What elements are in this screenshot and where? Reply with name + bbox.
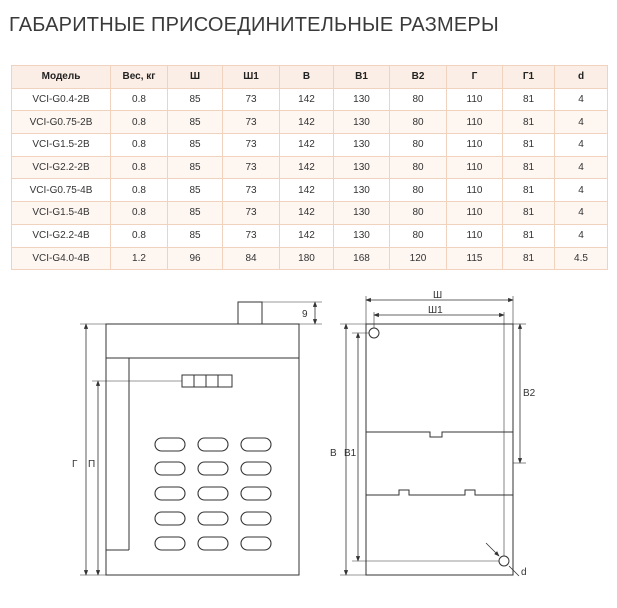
table-cell: 73 xyxy=(223,134,280,157)
table-cell: 130 xyxy=(334,179,390,202)
dim-label-d: d xyxy=(521,567,527,578)
table-cell: 110 xyxy=(447,202,503,225)
table-cell: 73 xyxy=(223,224,280,247)
table-cell: 73 xyxy=(223,156,280,179)
table-cell: 80 xyxy=(390,179,447,202)
table-cell: 0.8 xyxy=(111,88,168,111)
table-cell: 4 xyxy=(555,88,608,111)
dim-label-w: Ш xyxy=(433,290,443,301)
table-cell: 0.8 xyxy=(111,156,168,179)
table-cell: 142 xyxy=(280,134,334,157)
vent-slot xyxy=(198,462,228,475)
table-cell: 4 xyxy=(555,224,608,247)
column-header: Ш xyxy=(168,66,223,89)
dim-line-d-in xyxy=(486,543,499,556)
table-cell: 130 xyxy=(334,156,390,179)
table-cell: 85 xyxy=(168,134,223,157)
table-cell: 73 xyxy=(223,202,280,225)
table-cell: 80 xyxy=(390,156,447,179)
front-view xyxy=(340,296,526,576)
vent-slot xyxy=(198,487,228,500)
dim-label-w1: Ш1 xyxy=(428,305,443,316)
table-cell: 130 xyxy=(334,111,390,134)
table-cell: 130 xyxy=(334,202,390,225)
dim-label-h1: В1 xyxy=(344,448,357,459)
column-header: В2 xyxy=(390,66,447,89)
vent-slot xyxy=(241,487,271,500)
dim-label-h: В xyxy=(330,448,337,459)
table-cell: 0.8 xyxy=(111,179,168,202)
table-cell: 73 xyxy=(223,88,280,111)
table-cell: 85 xyxy=(168,156,223,179)
table-cell: VCI-G0.75-2В xyxy=(12,111,111,134)
vent-slot xyxy=(241,537,271,550)
table-cell: 81 xyxy=(503,156,555,179)
table-cell: 142 xyxy=(280,156,334,179)
table-cell: 85 xyxy=(168,202,223,225)
vent-slot xyxy=(198,512,228,525)
dim-label-g1: П xyxy=(88,459,96,470)
vent-slot xyxy=(198,537,228,550)
vent-slot xyxy=(155,462,185,475)
table-cell: 110 xyxy=(447,88,503,111)
table-cell: 73 xyxy=(223,111,280,134)
vent-slots xyxy=(155,438,271,550)
front-divider-upper xyxy=(366,432,513,437)
column-header: Г xyxy=(447,66,503,89)
vent-slot xyxy=(155,438,185,451)
front-body xyxy=(366,324,513,575)
table-cell: 110 xyxy=(447,156,503,179)
table-cell: VCI-G0.4-2В xyxy=(12,88,111,111)
column-header: Ш1 xyxy=(223,66,280,89)
vent-slot xyxy=(155,512,185,525)
table-cell: 85 xyxy=(168,88,223,111)
table-cell: VCI-G2.2-2В xyxy=(12,156,111,179)
dim-label-top: 9 xyxy=(302,309,308,320)
table-cell: VCI-G4.0-4В xyxy=(12,247,111,270)
table-cell: 80 xyxy=(390,134,447,157)
table-cell: 80 xyxy=(390,224,447,247)
table-cell: 80 xyxy=(390,202,447,225)
table-cell: VCI-G1.5-4В xyxy=(12,202,111,225)
table-cell: VCI-G0.75-4В xyxy=(12,179,111,202)
table-cell: 81 xyxy=(503,224,555,247)
table-cell: 142 xyxy=(280,202,334,225)
table-cell: 0.8 xyxy=(111,134,168,157)
table-cell: 81 xyxy=(503,111,555,134)
dim-label-g: Г xyxy=(72,459,78,470)
table-cell: 84 xyxy=(223,247,280,270)
table-cell: 120 xyxy=(390,247,447,270)
column-header: Г1 xyxy=(503,66,555,89)
table-cell: 80 xyxy=(390,88,447,111)
column-header: Модель xyxy=(12,66,111,89)
table-cell: 115 xyxy=(447,247,503,270)
table-cell: 130 xyxy=(334,134,390,157)
table-cell: 130 xyxy=(334,224,390,247)
dim-label-h2: В2 xyxy=(523,388,536,399)
table-cell: 142 xyxy=(280,111,334,134)
table-cell: 142 xyxy=(280,179,334,202)
table-cell: 73 xyxy=(223,179,280,202)
page-title: ГАБАРИТНЫЕ ПРИСОЕДИНИТЕЛЬНЫЕ РАЗМЕРЫ xyxy=(9,14,499,36)
table-cell: 180 xyxy=(280,247,334,270)
table-cell: 80 xyxy=(390,111,447,134)
table-cell: 0.8 xyxy=(111,224,168,247)
table-cell: 81 xyxy=(503,202,555,225)
table-cell: 0.8 xyxy=(111,202,168,225)
table-cell: VCI-G2.2-4В xyxy=(12,224,111,247)
table-cell: 85 xyxy=(168,224,223,247)
terminal-block xyxy=(182,375,232,387)
table-cell: 0.8 xyxy=(111,111,168,134)
table-cell: 142 xyxy=(280,224,334,247)
table-cell: 81 xyxy=(503,179,555,202)
vent-slot xyxy=(198,438,228,451)
column-header: Вес, кг xyxy=(111,66,168,89)
table-cell: 110 xyxy=(447,134,503,157)
vent-slot xyxy=(155,537,185,550)
table-cell: 4.5 xyxy=(555,247,608,270)
vent-slot xyxy=(241,462,271,475)
column-header: d xyxy=(555,66,608,89)
table-cell: 4 xyxy=(555,156,608,179)
table-cell: 81 xyxy=(503,134,555,157)
vent-slot xyxy=(241,512,271,525)
table-cell: 81 xyxy=(503,247,555,270)
vent-slot xyxy=(155,487,185,500)
table-cell: 168 xyxy=(334,247,390,270)
side-top-connector xyxy=(238,302,262,324)
table-cell: 4 xyxy=(555,111,608,134)
table-cell: 110 xyxy=(447,224,503,247)
mount-hole-bottom xyxy=(499,556,509,566)
table-cell: 96 xyxy=(168,247,223,270)
front-divider-lower xyxy=(366,490,513,495)
table-cell: 130 xyxy=(334,88,390,111)
table-cell: 142 xyxy=(280,88,334,111)
table-cell: 81 xyxy=(503,88,555,111)
vent-slot xyxy=(241,438,271,451)
table-cell: VCI-G1.5-2В xyxy=(12,134,111,157)
column-header: В1 xyxy=(334,66,390,89)
table-cell: 85 xyxy=(168,179,223,202)
table-cell: 4 xyxy=(555,202,608,225)
table-cell: 85 xyxy=(168,111,223,134)
table-cell: 1.2 xyxy=(111,247,168,270)
table-cell: 110 xyxy=(447,179,503,202)
table-cell: 4 xyxy=(555,134,608,157)
column-header: В xyxy=(280,66,334,89)
mount-hole-top xyxy=(369,328,379,338)
side-view xyxy=(80,302,322,575)
table-cell: 4 xyxy=(555,179,608,202)
table-cell: 110 xyxy=(447,111,503,134)
